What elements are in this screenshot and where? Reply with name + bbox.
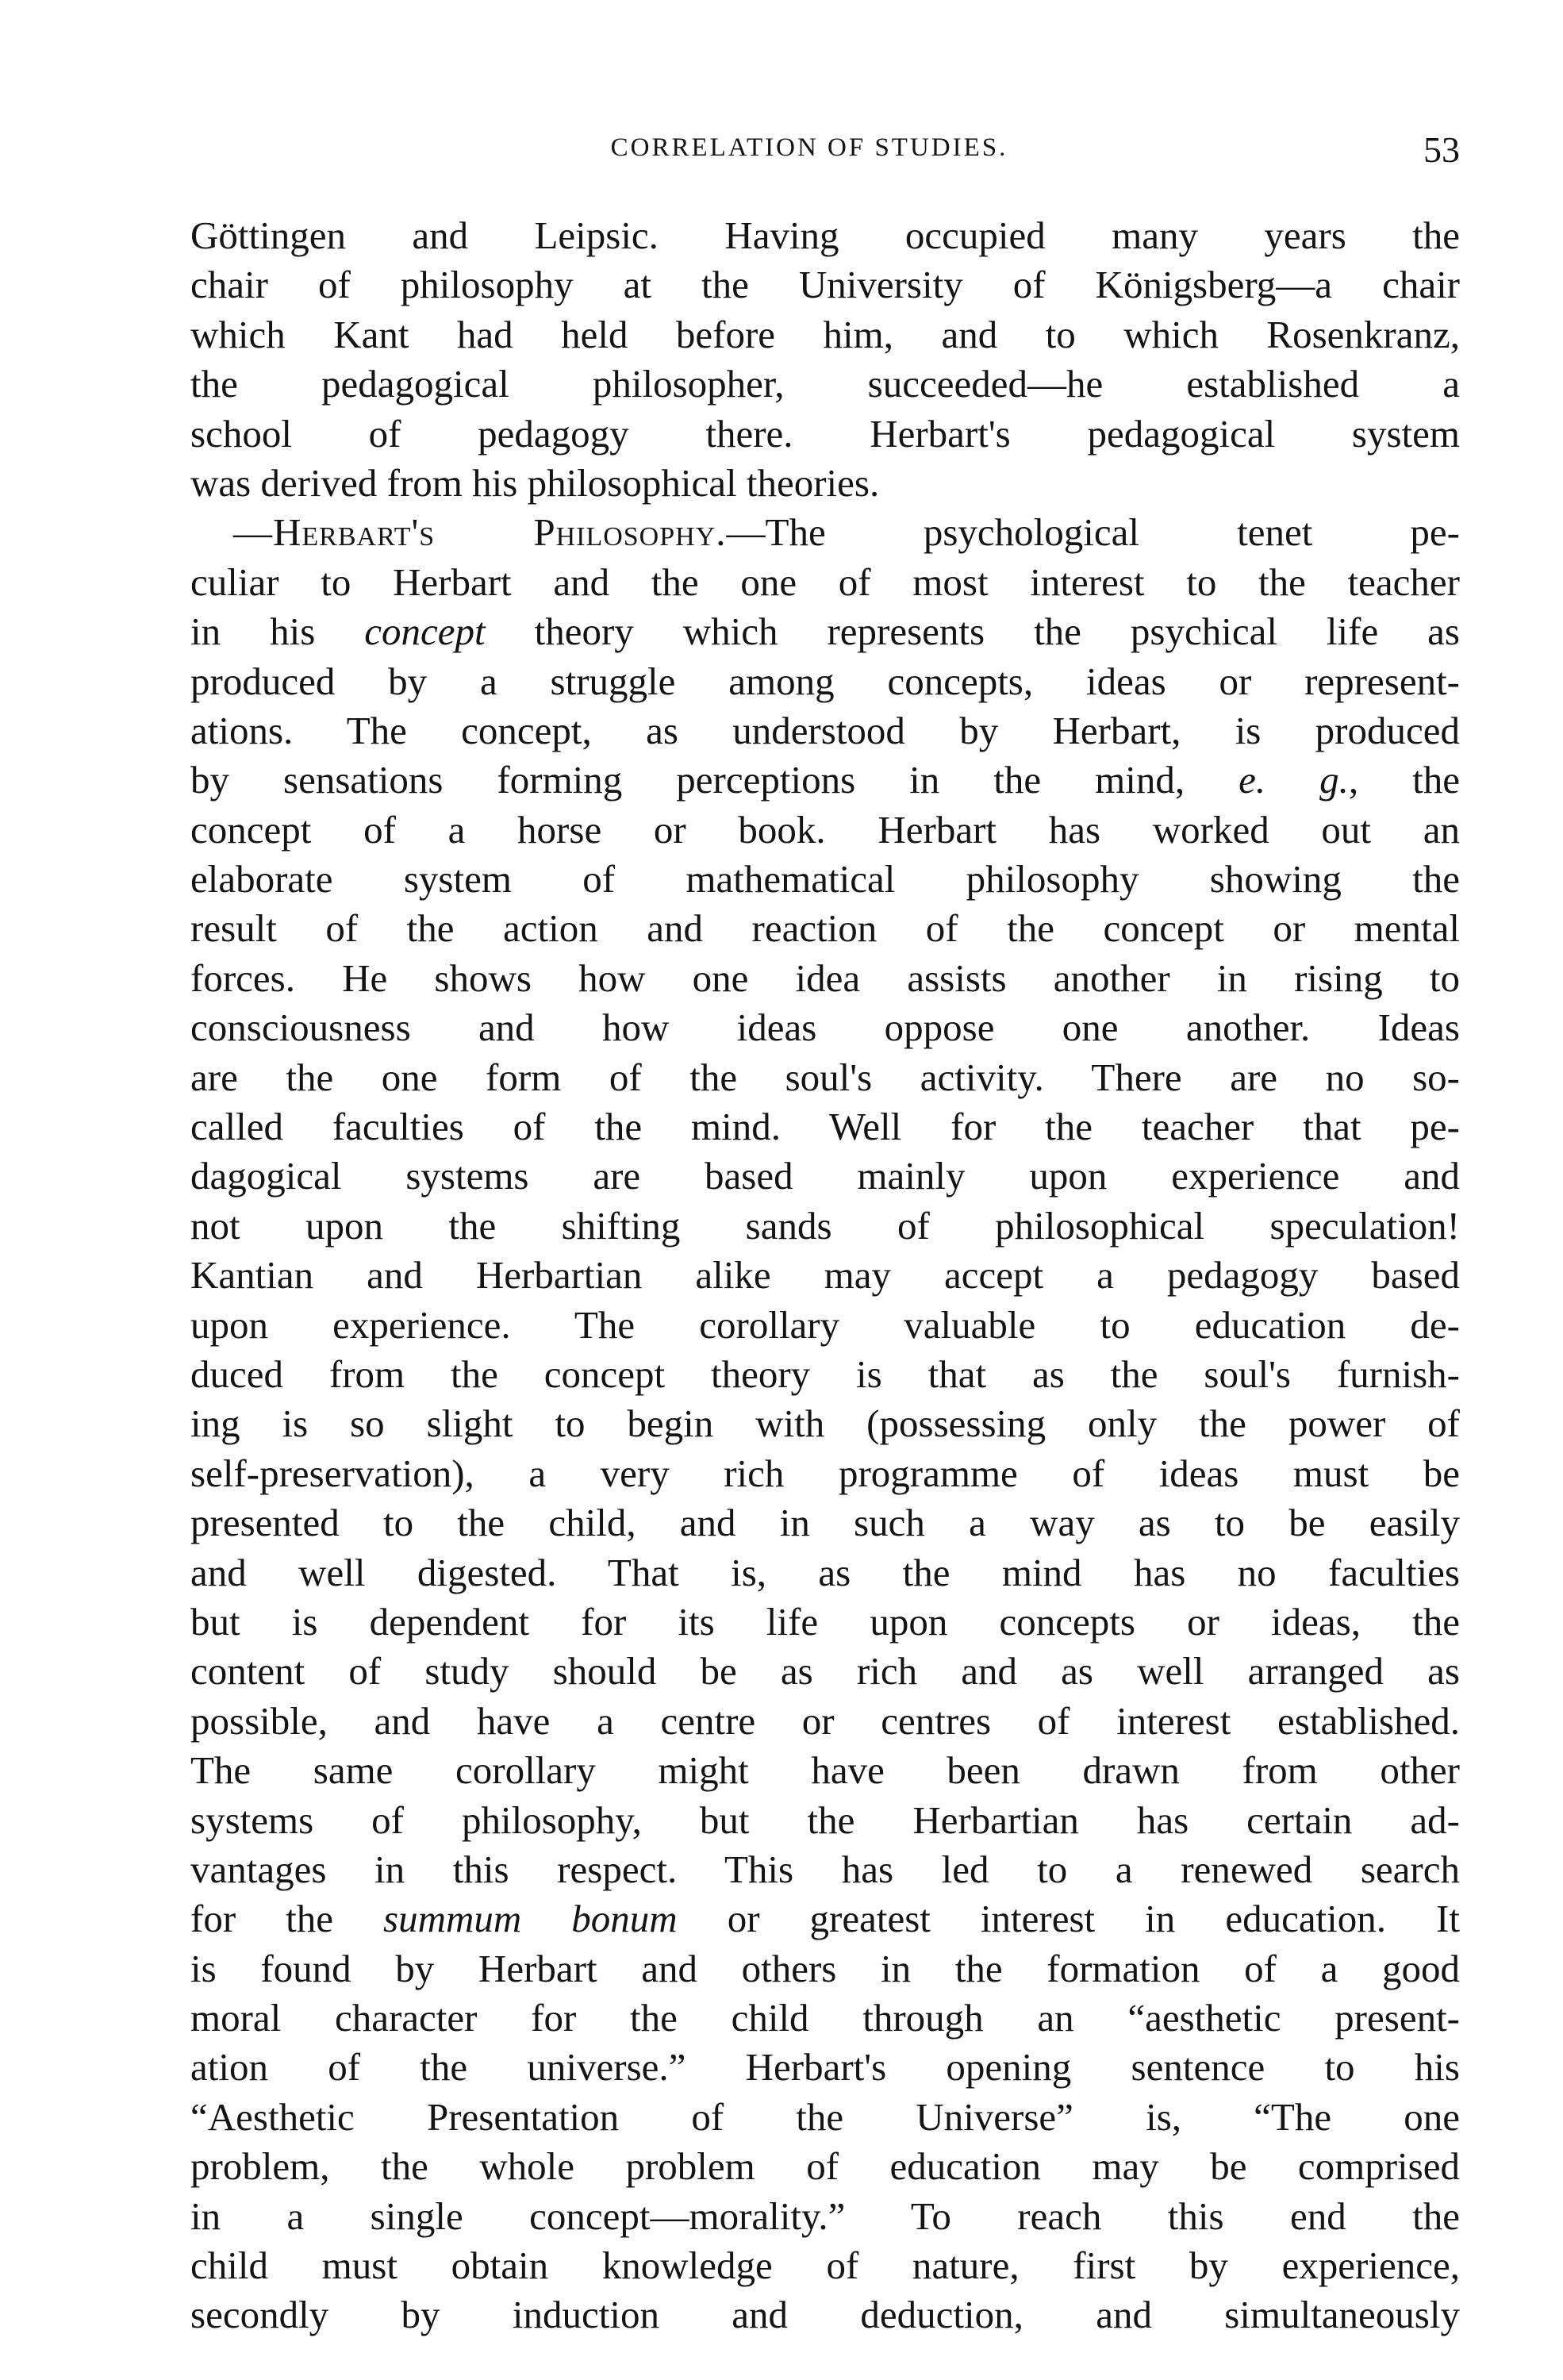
text-line: content of study should be as rich and as well arranged as (190, 1649, 1460, 1694)
text-line: consciousness and how ideas oppose one another. Ideas (190, 1005, 1460, 1050)
text-run: for the (190, 1897, 384, 1941)
text-line: presented to the child, and in such a way as to be easily (190, 1501, 1460, 1545)
text-line: are the one form of the soul's activity. There are no so- (190, 1055, 1460, 1099)
text-line: possible, and have a centre or centres of interest established. (190, 1698, 1460, 1743)
text-line: Kantian and Herbartian alike may accept a pedagogy based (190, 1253, 1460, 1298)
text-line: Göttingen and Leipsic. Having occupied many years the (190, 213, 1460, 257)
italic-term: concept (364, 609, 486, 654)
section-heading: —Herbart's Philosophy. (233, 510, 727, 555)
text-line: chair of philosophy at the University of Königsberg—a chair (190, 263, 1460, 307)
text-line: ations. The concept, as understood by Herbart, is produced (190, 708, 1460, 752)
text-line: culiar to Herbart and the one of most interest to the teacher (190, 559, 1460, 604)
text-line: child must obtain knowledge of nature, first by experience, (190, 2244, 1460, 2288)
text-line: upon experience. The corollary valuable to education de- (190, 1302, 1460, 1347)
text-line: duced from the concept theory is that as the soul's furnish- (190, 1351, 1460, 1396)
text-line: called faculties of the mind. Well for the teacher that pe- (190, 1105, 1460, 1149)
text-line (190, 756, 1460, 805)
running-title: CORRELATION OF STUDIES. (610, 133, 1008, 162)
italic-term: e. g. (1238, 758, 1349, 802)
text-run: in his (190, 609, 365, 654)
text-run: theory which represents the psychical life as (485, 609, 1460, 654)
text-line: vantages in this respect. This has led to a renewed search (190, 1847, 1460, 1891)
text-line: dagogical systems are based mainly upon experience and (190, 1154, 1460, 1198)
text-line: result of the action and reaction of the concept or mental (190, 906, 1460, 951)
text-line: The same corollary might have been drawn from other (190, 1748, 1460, 1793)
text-run: or greatest interest in education. It (677, 1897, 1460, 1941)
text-line: but is dependent for its life upon concepts or ideas, the (190, 1599, 1460, 1644)
text-run: —The psychological tenet pe- (726, 510, 1460, 555)
text-line: and well digested. That is, as the mind has no faculties (190, 1550, 1460, 1594)
text-line (190, 607, 1460, 656)
text-line: which Kant had held before him, and to which Rosenkranz, (190, 312, 1460, 356)
text-line: produced by a struggle among concepts, ideas or represent- (190, 659, 1460, 703)
body-text (190, 211, 1460, 2340)
page-number: 53 (1423, 129, 1460, 170)
text-line: self-preservation), a very rich programme of ideas must be (190, 1451, 1460, 1495)
text-line: ation of the universe.” Herbart's opening sentence to his (190, 2045, 1460, 2090)
text-line: secondly by induction and deduction, and simultaneously (190, 2293, 1460, 2337)
text-line: “Aesthetic Presentation of the Universe” is, “The one (190, 2094, 1460, 2139)
text-line: elaborate system of mathematical philosophy showing the (190, 857, 1460, 902)
text-line: not upon the shifting sands of philosophical speculation! (190, 1203, 1460, 1248)
text-line: moral character for the child through an “aesthetic present- (190, 1996, 1460, 2040)
text-run: , the (1348, 758, 1460, 802)
text-line: was derived from his philosophical theories. (190, 460, 880, 505)
text-line: problem, the whole problem of education may be comprised (190, 2144, 1460, 2189)
text-run: by sensations forming perceptions in the mind, (190, 758, 1239, 802)
text-line: concept of a horse or book. Herbart has worked out an (190, 807, 1460, 852)
text-line (190, 508, 1460, 557)
text-line (190, 1894, 1460, 1944)
text-line: school of pedagogy there. Herbart's pedagogical system (190, 411, 1460, 456)
italic-term: summum bonum (383, 1897, 678, 1941)
text-line: systems of philosophy, but the Herbartian has certain ad- (190, 1797, 1460, 1842)
text-line: forces. He shows how one idea assists another in rising to (190, 955, 1460, 1000)
text-line: the pedagogical philosopher, succeeded—he established a (190, 362, 1460, 406)
text-line: is found by Herbart and others in the formation of a good (190, 1946, 1460, 1990)
text-line: in a single concept—morality.” To reach this end the (190, 2194, 1460, 2238)
running-head (190, 129, 1460, 181)
text-line: ing is so slight to begin with (possessing only the power of (190, 1401, 1460, 1446)
